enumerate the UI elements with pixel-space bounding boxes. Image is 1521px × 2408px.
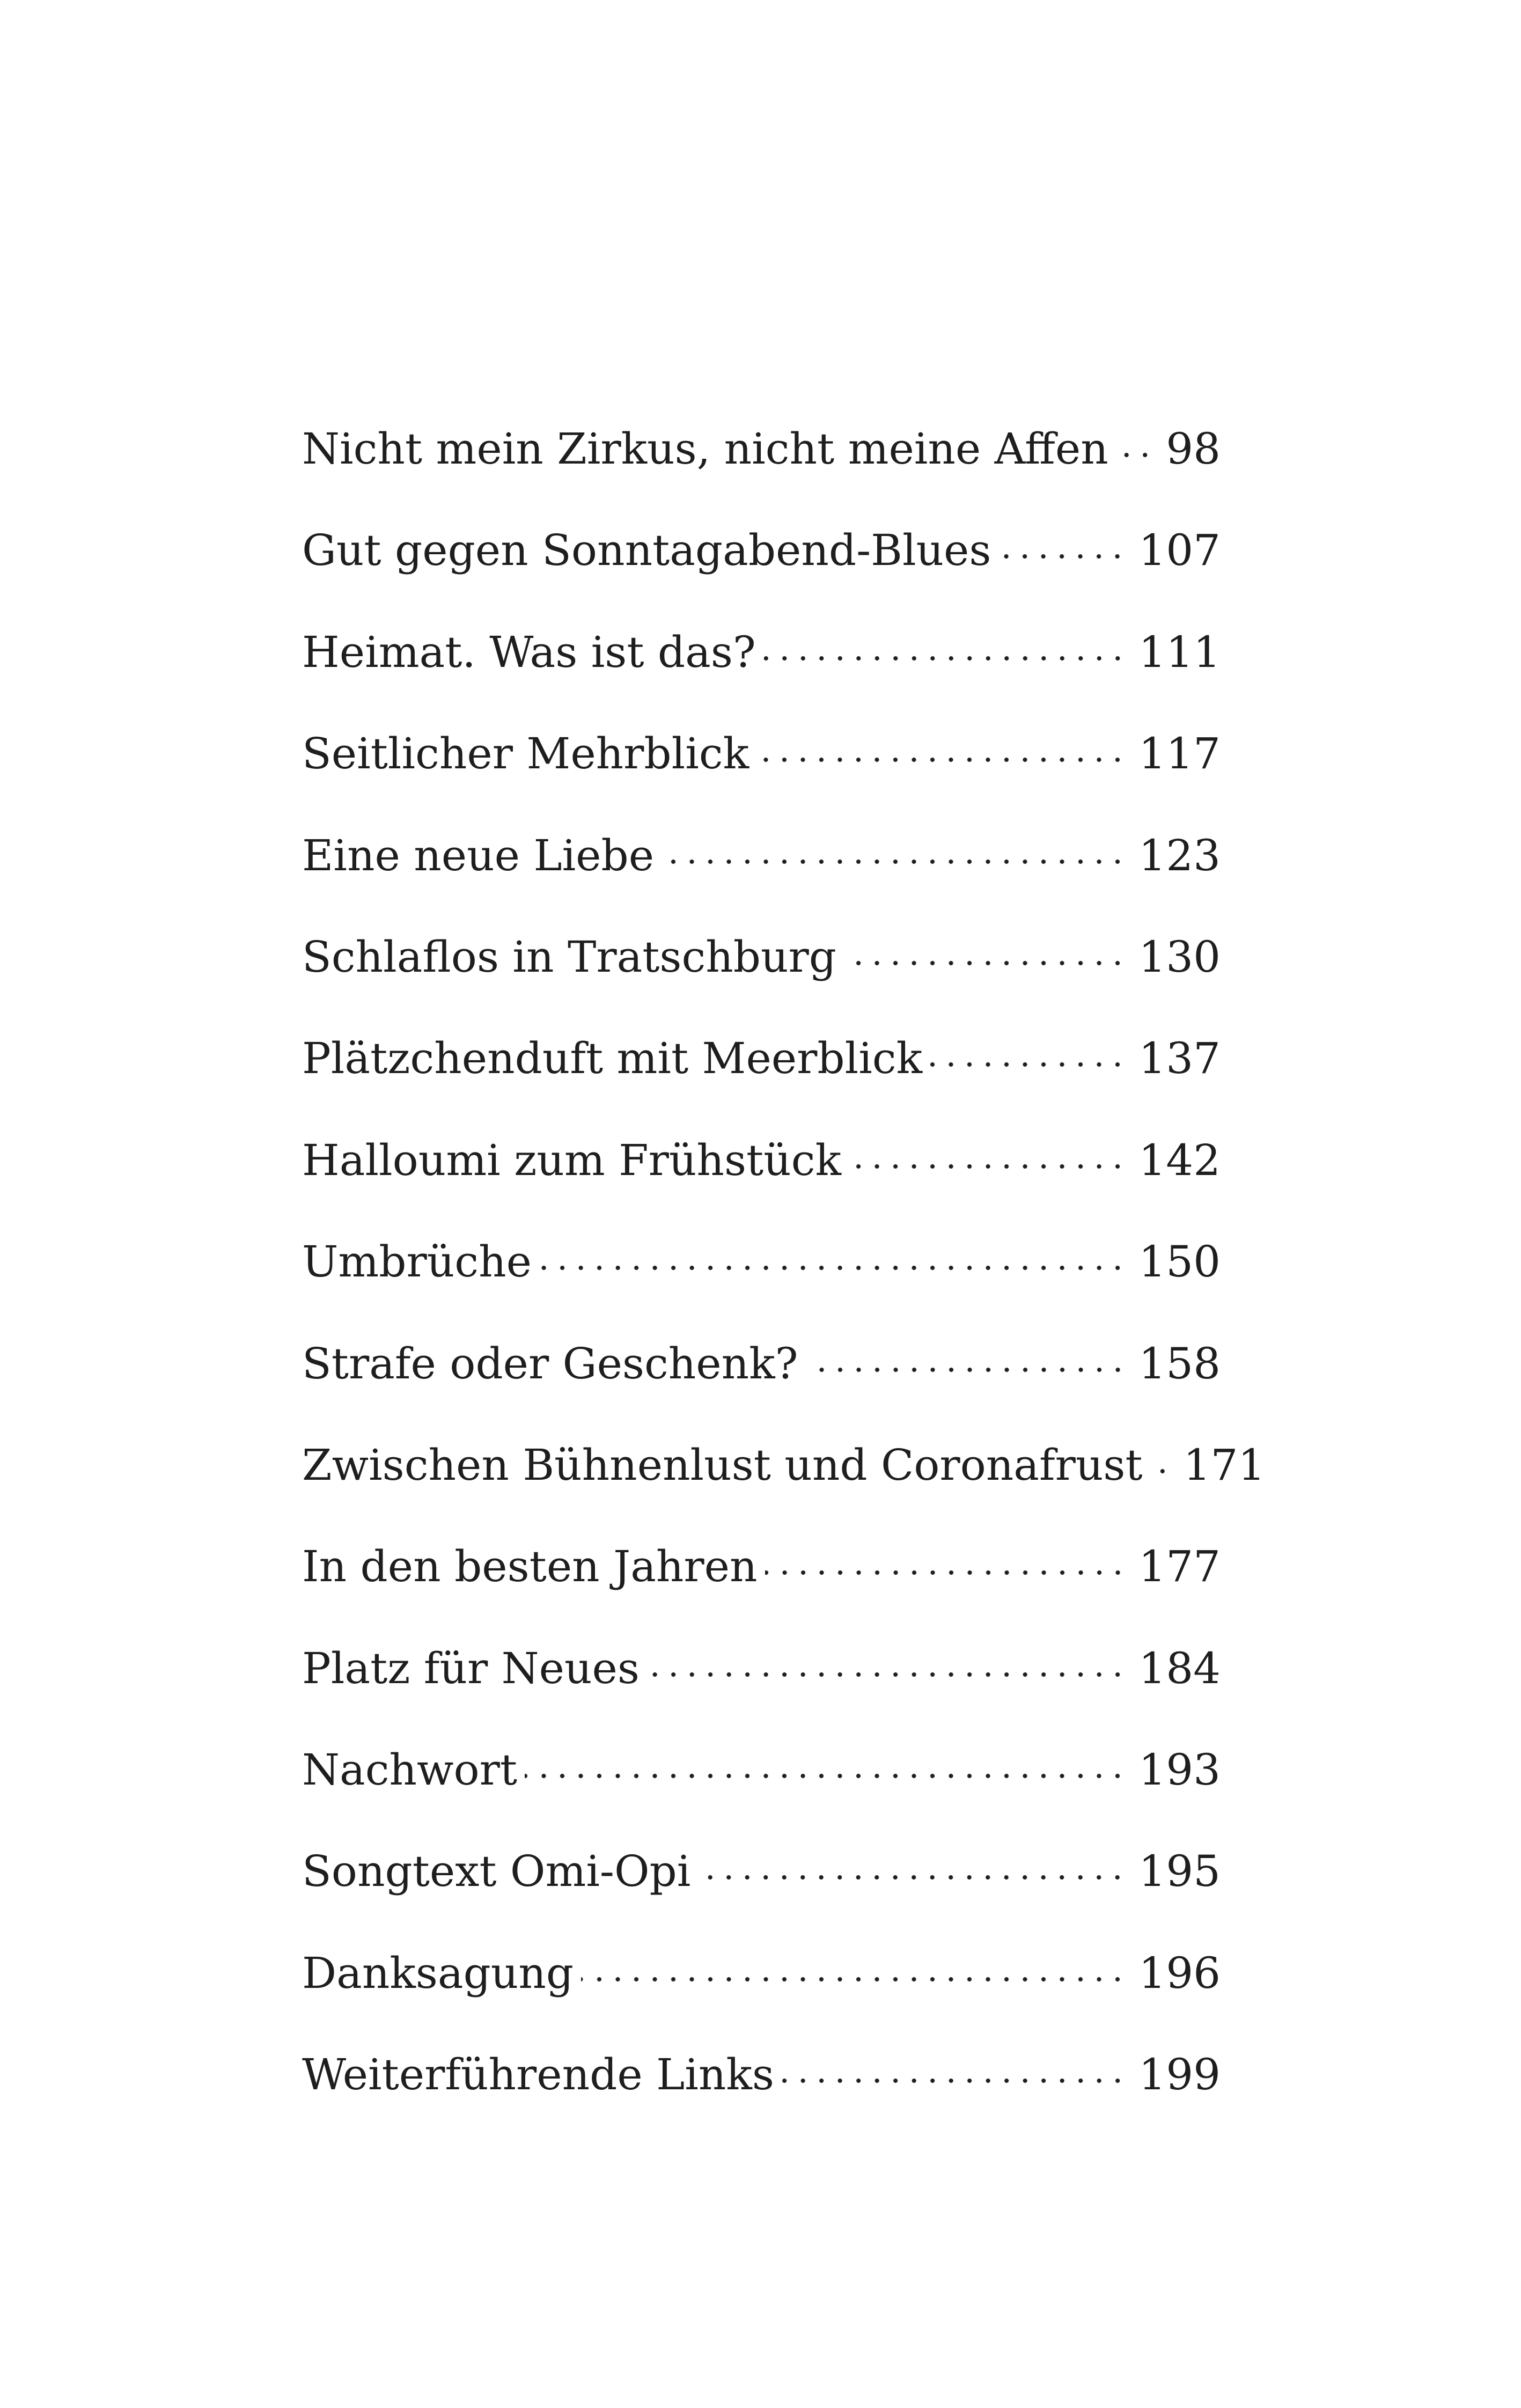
toc-dot-leader [647, 1640, 1127, 1683]
toc-entry-title: Seitlicher Mehrblick [302, 729, 750, 779]
toc-entry-page: 193 [1138, 1745, 1221, 1795]
toc-dot-leader [1150, 1437, 1172, 1480]
toc-entry-title: Schlaflos in Tratschburg [302, 931, 836, 982]
toc-entry[interactable] [302, 1922, 1221, 2024]
toc-dot-leader [1116, 421, 1154, 464]
toc-entry-page: 199 [1138, 2050, 1221, 2100]
toc-entry[interactable] [302, 906, 1221, 1008]
toc-entry-page: 130 [1138, 931, 1221, 982]
toc-entry-page: 195 [1138, 1846, 1221, 1897]
toc-entry-page: 177 [1138, 1541, 1221, 1592]
toc-entry-title: Plätzchenduft mit Meerblick [302, 1033, 923, 1084]
toc-dot-leader [698, 1843, 1127, 1886]
toc-entry-title: Eine neue Liebe [302, 830, 655, 880]
toc-entry-page: 117 [1138, 729, 1221, 779]
toc-entry[interactable] [302, 1414, 1266, 1516]
toc-entry-title: Heimat. Was ist das? [302, 627, 756, 677]
toc-entry-page: 184 [1138, 1643, 1221, 1693]
toc-entry-title: Gut gegen Sonntagabend-Blues [302, 525, 991, 576]
toc-dot-leader [763, 624, 1127, 667]
toc-entry-title: Nicht mein Zirkus, nicht meine Affen [302, 424, 1108, 474]
toc-entry-title: Danksagung [302, 1948, 574, 1998]
toc-entry-title: Nachwort [302, 1745, 518, 1795]
toc-entry-title: Platz für Neues [302, 1643, 640, 1693]
toc-dot-leader [849, 1132, 1127, 1175]
toc-dot-leader [844, 929, 1127, 972]
toc-dot-leader [662, 827, 1127, 870]
table-of-contents [302, 398, 1266, 2126]
toc-entry[interactable] [302, 1719, 1221, 1820]
toc-entry[interactable] [302, 1211, 1221, 1312]
toc-dot-leader [756, 725, 1127, 768]
toc-entry-title: Halloumi zum Frühstück [302, 1135, 841, 1185]
toc-entry[interactable] [302, 398, 1221, 500]
toc-entry-page: 158 [1138, 1338, 1221, 1389]
toc-entry-page: 150 [1138, 1237, 1221, 1287]
toc-entry-page: 107 [1138, 525, 1221, 576]
toc-dot-leader [539, 1234, 1127, 1276]
toc-entry-title: Zwischen Bühnenlust und Coronafrust [302, 1440, 1143, 1490]
toc-entry[interactable] [302, 601, 1221, 703]
toc-entry[interactable] [302, 703, 1221, 804]
toc-entry-title: Umbrüche [302, 1237, 532, 1287]
toc-entry-title: Strafe oder Geschenk? [302, 1338, 798, 1389]
toc-entry[interactable] [302, 1516, 1221, 1617]
toc-entry-title: In den besten Jahren [302, 1541, 758, 1592]
toc-entry-page: 142 [1138, 1135, 1221, 1185]
toc-dot-leader [998, 522, 1127, 565]
toc-entry-title: Weiterführende Links [302, 2050, 774, 2100]
toc-dot-leader [782, 2046, 1127, 2089]
toc-dot-leader [930, 1030, 1127, 1073]
toc-entry[interactable] [302, 1008, 1221, 1109]
toc-dot-leader [525, 1742, 1127, 1785]
toc-entry[interactable] [302, 1820, 1221, 1922]
toc-entry[interactable] [302, 805, 1221, 906]
toc-dot-leader [581, 1945, 1127, 1988]
toc-entry[interactable] [302, 1110, 1221, 1211]
toc-entry[interactable] [302, 1618, 1221, 1719]
toc-entry-page: 171 [1183, 1440, 1266, 1490]
toc-dot-leader [765, 1538, 1127, 1581]
toc-entry[interactable] [302, 500, 1221, 601]
toc-entry-page: 123 [1138, 830, 1221, 880]
toc-entry-title: Songtext Omi-Opi [302, 1846, 691, 1897]
toc-entry[interactable] [302, 2024, 1221, 2125]
toc-dot-leader [806, 1335, 1127, 1378]
toc-entry-page: 196 [1138, 1948, 1221, 1998]
toc-entry-page: 137 [1138, 1033, 1221, 1084]
toc-entry[interactable] [302, 1313, 1221, 1414]
toc-entry-page: 111 [1138, 627, 1221, 677]
toc-entry-page: 98 [1166, 424, 1221, 474]
